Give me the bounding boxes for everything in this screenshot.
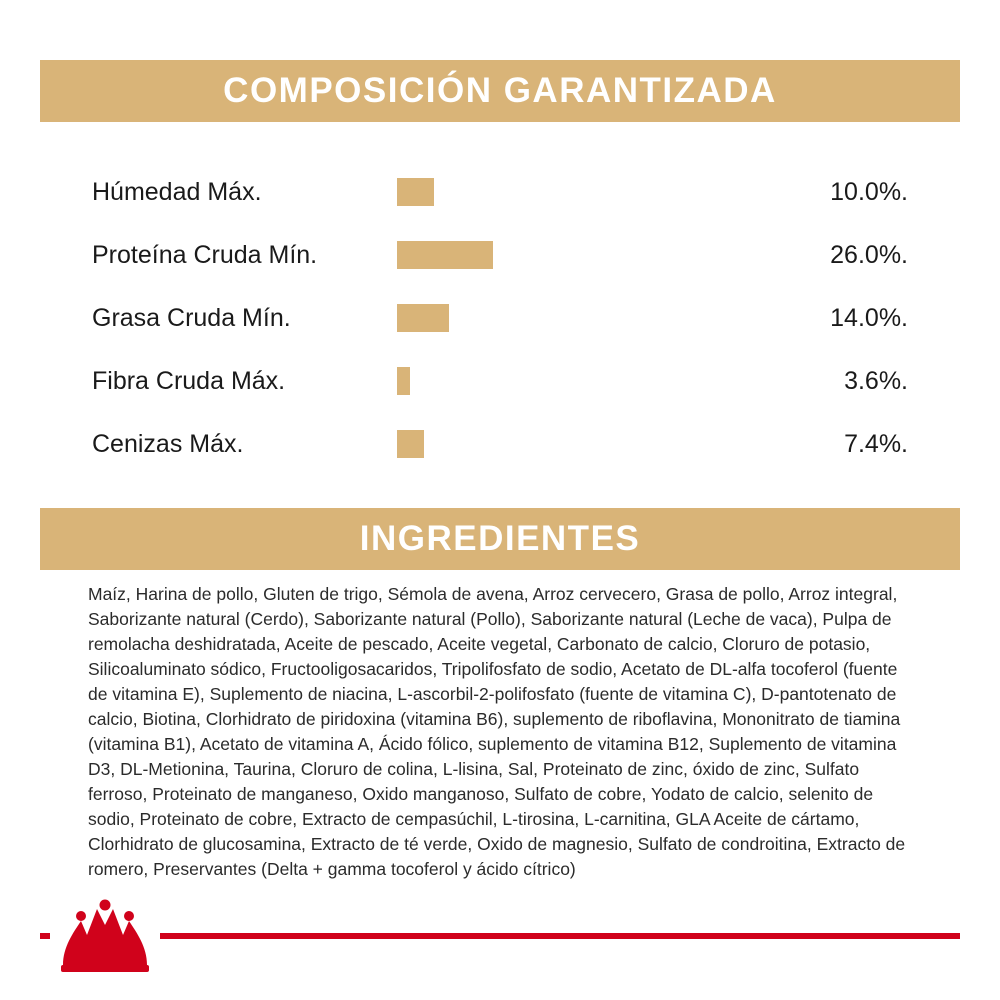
analysis-label: Grasa Cruda Mín. — [92, 303, 291, 332]
table-row — [92, 414, 908, 474]
analysis-label: Húmedad Máx. — [92, 177, 262, 206]
ingredients-section-title: INGREDIENTES — [40, 508, 960, 570]
ingredients-paragraph: Maíz, Harina de pollo, Gluten de trigo, Sémola de avena, Arroz cervecero, Grasa de pollo, Arroz integral, Saborizante natural (Cerdo), Saborizante natural (Pollo), Saborizante natural (Leche de vaca), Pulpa de remolacha deshidratada, Aceite de pescado, Aceite vegetal, Carbonato de calcio, Cloruro de potasio, Silicoaluminato sódico, Fructooligosacaridos, Tripolifosfato de sodio, Acetato de DL-alfa tocoferol (fuente de vitamina E), Suplemento de niacina, L-ascorbil-2-polifosfato (fuente de vitamina C), D-pantotenato de calcio, Biotina, Clorhidrato de piridoxina (vitamina B6), suplemento de riboflavina, Mononitrato de tiamina (vitamina B1), Acetato de vitamina A, Ácido fólico, suplemento de vitamina B12, Suplemento de vitamina D3, DL-Metionina, Taurina, Cloruro de colina, L-lisina, Sal, Proteinato de zinc, óxido de zinc, Sulfato ferroso, Proteinato de manganeso, Oxido manganoso, Sulfato de cobre, Yodato de calcio, selenito de sodio, Proteinato de cobre, Extracto de cempasúchil, L-tirosina, L-carnitina, GLA Aceite de cártamo, Clorhidrato de glucosamina, Extracto de té verde, Oxido de magnesio, Sulfato de condroitina, Extracto de romero, Preservantes (Delta + gamma tocoferol y ácido cítrico) — [88, 584, 906, 879]
analysis-value: 26.0%. — [830, 240, 908, 269]
analysis-value: 3.6%. — [844, 366, 908, 395]
analysis-bar — [397, 304, 449, 332]
analysis-bar — [397, 367, 410, 395]
analysis-value: 14.0%. — [830, 303, 908, 332]
analysis-bar-cell — [397, 288, 788, 348]
table-row — [92, 162, 908, 222]
analysis-bar — [397, 430, 424, 458]
analysis-label: Fibra Cruda Máx. — [92, 366, 286, 395]
analysis-bar — [397, 178, 434, 206]
royal-canin-crown-logo — [50, 893, 160, 979]
analysis-bar-cell — [397, 225, 788, 285]
analysis-value: 7.4%. — [844, 429, 908, 458]
analysis-bar — [397, 241, 493, 269]
analysis-label: Cenizas Máx. — [92, 429, 244, 458]
footer-divider — [40, 933, 960, 939]
guaranteed-analysis-table — [92, 162, 908, 477]
table-row — [92, 351, 908, 411]
analysis-label: Proteína Cruda Mín. — [92, 240, 318, 269]
analysis-bar-cell — [397, 351, 788, 411]
analysis-bar-cell — [397, 414, 788, 474]
table-row — [92, 225, 908, 285]
analysis-bar-cell — [397, 162, 788, 222]
composition-section-title: COMPOSICIÓN GARANTIZADA — [40, 60, 960, 122]
table-row — [92, 288, 908, 348]
analysis-value: 10.0%. — [830, 177, 908, 206]
